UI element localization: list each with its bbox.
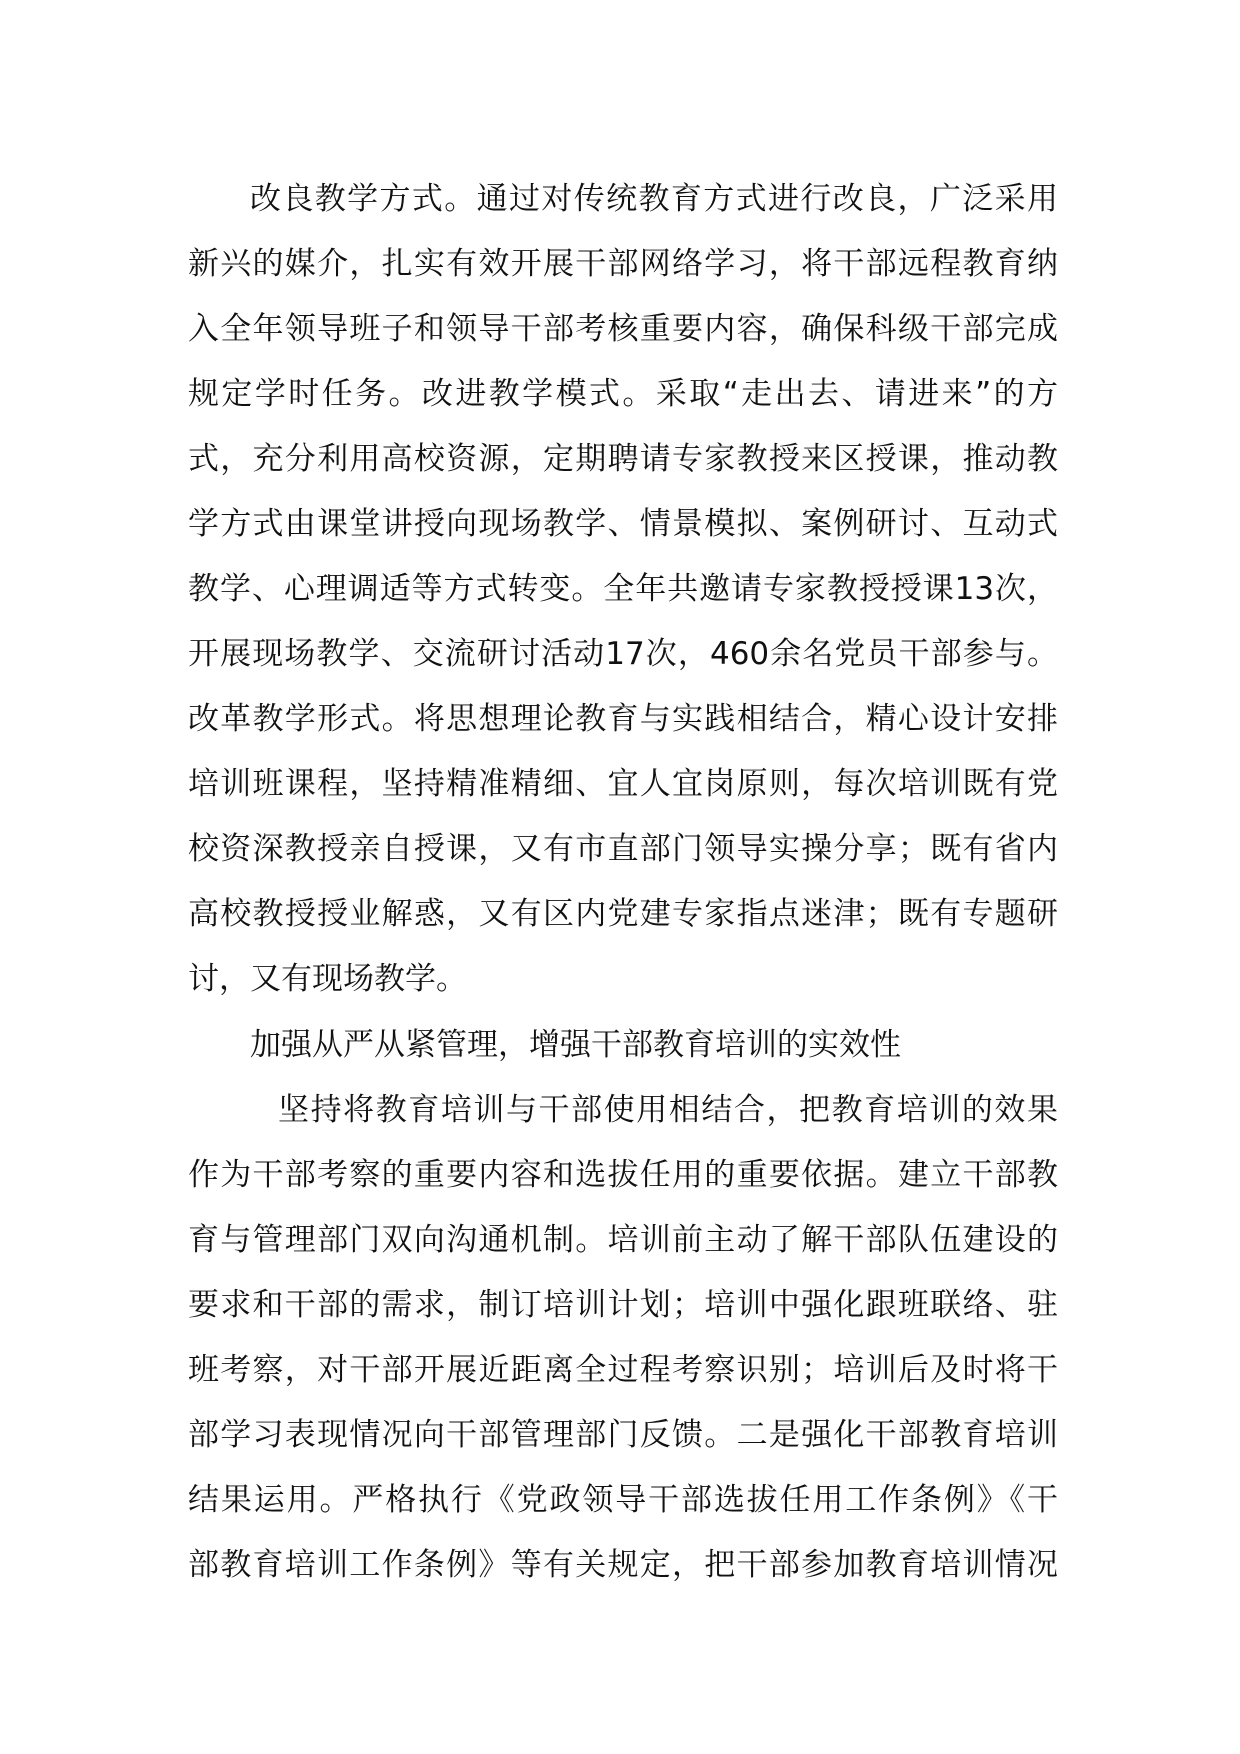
text-line: 校资深教授亲自授课，又有市直部门领导实操分享；既有省内 [188, 831, 1058, 867]
text-line: 要求和干部的需求，制订培训计划；培训中强化跟班联络、驻 [188, 1287, 1058, 1323]
text-line: 培训班课程，坚持精准精细、宜人宜岗原则，每次培训既有党 [188, 766, 1058, 802]
text-line: 部教育培训工作条例》等有关规定，把干部参加教育培训情况 [188, 1547, 1058, 1583]
text-line: 规定学时任务。改进教学模式。采取“走出去、请进来”的方 [188, 376, 1058, 412]
text-line: 入全年领导班子和领导干部考核重要内容，确保科级干部完成 [188, 311, 1058, 347]
section-heading [188, 1013, 1058, 1078]
text-line: 学方式由课堂讲授向现场教学、情景模拟、案例研讨、互动式 [188, 506, 1058, 542]
text-line: 讨，又有现场教学。 [188, 961, 467, 997]
text-line: 高校教授授业解惑，又有区内党建专家指点迷津；既有专题研 [188, 896, 1058, 932]
text-line: 改革教学形式。将思想理论教育与实践相结合，精心设计安排 [188, 701, 1058, 737]
text-line: 育与管理部门双向沟通机制。培训前主动了解干部队伍建设的 [188, 1222, 1058, 1258]
text-line: 作为干部考察的重要内容和选拔任用的重要依据。建立干部教 [188, 1157, 1058, 1193]
text-line: 新兴的媒介，扎实有效开展干部网络学习，将干部远程教育纳 [188, 246, 1058, 282]
heading-text: 加强从严从紧管理，增强干部教育培训的实效性 [250, 1027, 901, 1063]
text-line: 教学、心理调适等方式转变。全年共邀请专家教授授课13次， [188, 571, 1058, 607]
text-line: 结果运用。严格执行《党政领导干部选拔任用工作条例》《干 [188, 1482, 1058, 1518]
text-line: 部学习表现情况向干部管理部门反馈。二是强化干部教育培训 [188, 1417, 1058, 1453]
text-line: 坚持将教育培训与干部使用相结合，把教育培训的效果 [278, 1092, 1058, 1128]
paragraph-training-management [188, 1078, 1058, 1598]
text-line: 式，充分利用高校资源，定期聘请专家教授来区授课，推动教 [188, 441, 1058, 477]
text-line: 班考察，对干部开展近距离全过程考察识别；培训后及时将干 [188, 1352, 1058, 1388]
text-line: 开展现场教学、交流研讨活动17次，460余名党员干部参与。 [188, 636, 1058, 672]
text-line: 改良教学方式。通过对传统教育方式进行改良，广泛采用 [250, 181, 1058, 217]
paragraph-teaching-methods [188, 167, 1058, 1012]
